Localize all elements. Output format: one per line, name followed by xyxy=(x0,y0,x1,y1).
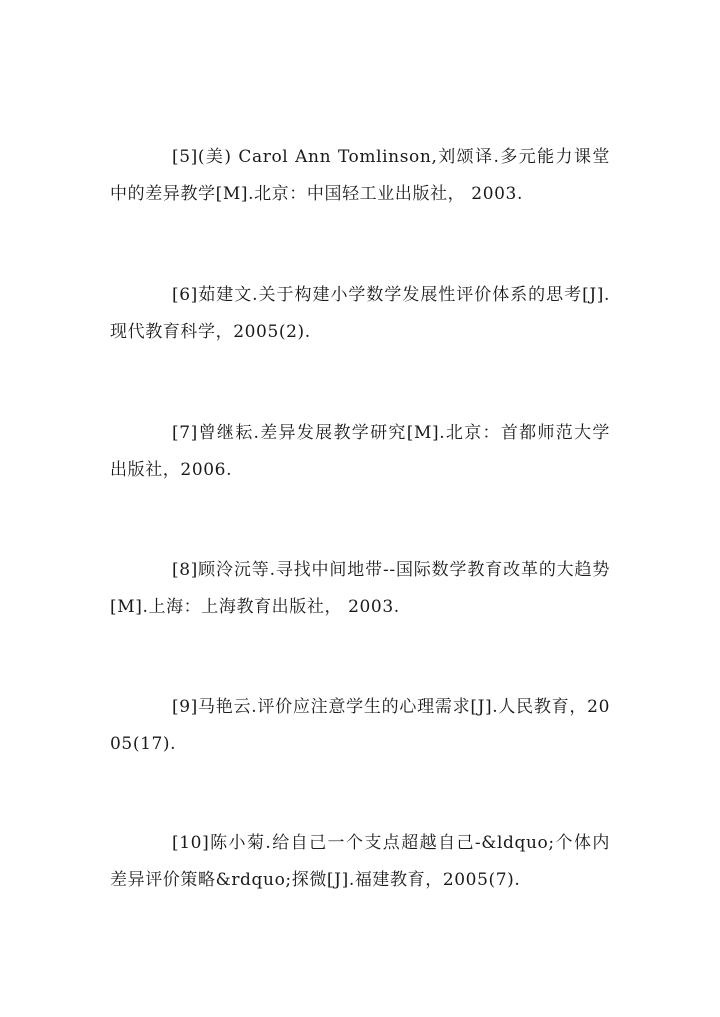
reference-entry-10: [10]陈小菊.给自己一个支点超越自己-&ldquo;个体内差异评价策略&rdquo;探微[J].福建教育，2005(7). xyxy=(110,833,610,890)
reference-entry-5: [5](美) Carol Ann Tomlinson,刘颂译.多元能力课堂中的差异教学[M].北京：中国轻工业出版社， 2003. xyxy=(110,147,610,204)
reference-entry-7: [7]曾继耘.差异发展教学研究[M].北京：首都师范大学出版社，2006. xyxy=(110,423,610,480)
reference-entry-9: [9]马艳云.评价应注意学生的心理需求[J].人民教育，2005(17). xyxy=(110,697,610,754)
reference-entry-8: [8]顾泠沅等.寻找中间地带--国际数学教育改革的大趋势[M].上海：上海教育出版社， 2003. xyxy=(110,560,610,617)
reference-entry-6: [6]茹建文.关于构建小学数学发展性评价体系的思考[J].现代教育科学，2005(2). xyxy=(110,285,610,342)
